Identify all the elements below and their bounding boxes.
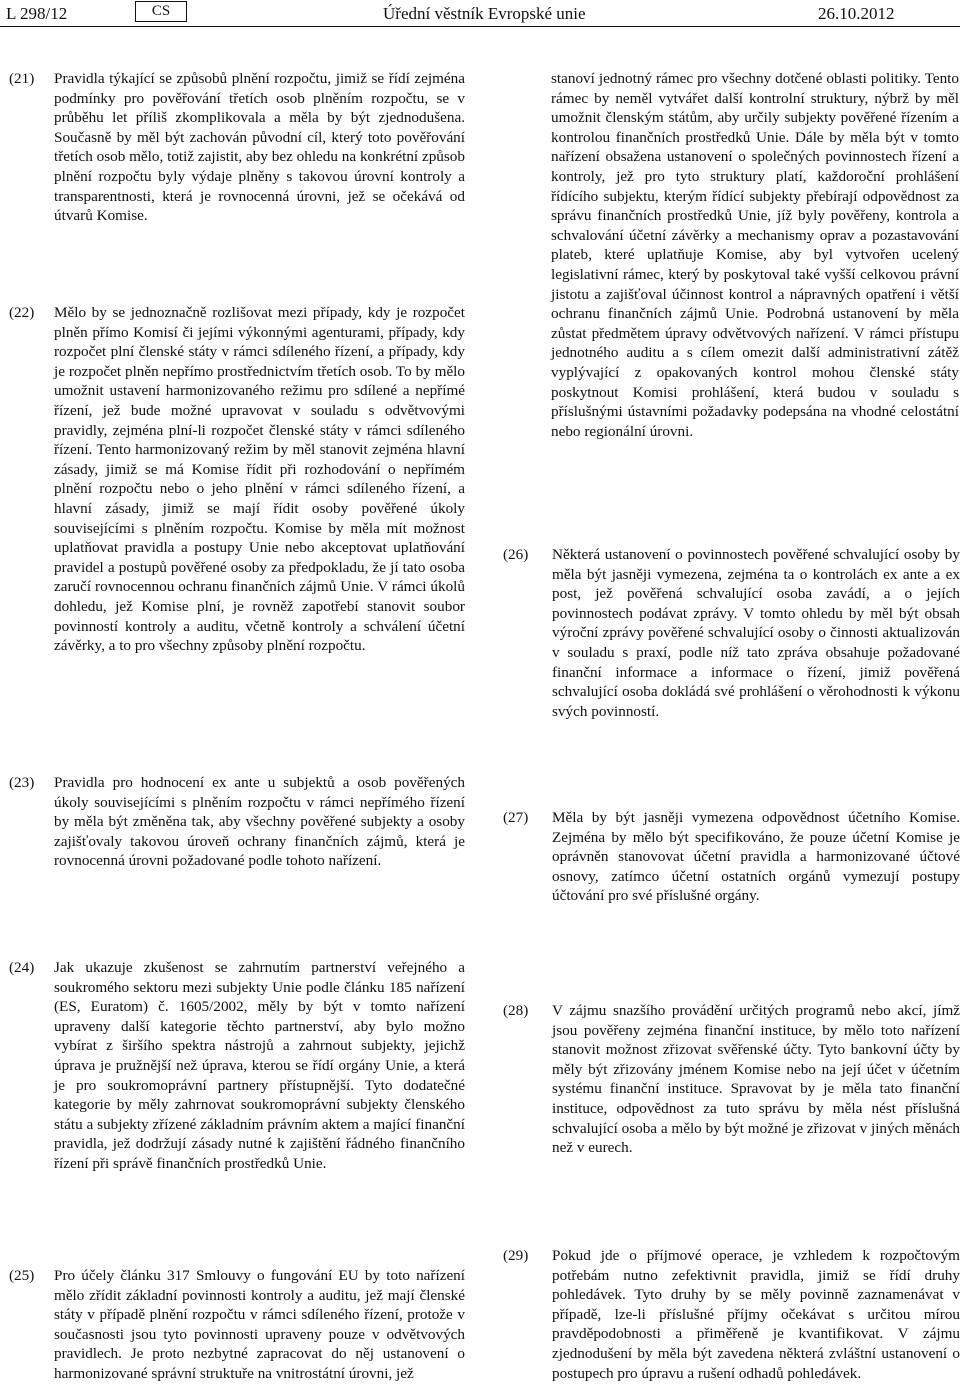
language-badge: CS — [135, 1, 187, 22]
recital-number: (29) — [503, 1247, 529, 1264]
recital-text: Jak ukazuje zkušenost se zahrnutím partnerství veřejného a soukromého sektoru mezi subjekty Unie podle článku 185 nařízení (ES, Euratom) č. 1605/2002, měly by být v tomto nařízení upraveny další kategorie těchto partnerství, aby bylo možno vybírat z širšího spektra nástrojů a zahrnout subjekty, jejichž úprava je pružnější než úprava, kterou se řídí orgány Unie, a která je pro soukromoprávní partnery přístupnější. Tyto dodatečné kategorie by měly zahrnovat soukromoprávní subjekty členského státu a subjekty zřízené základním právním aktem a mající finanční pravidla, jež dodržují zásady nutné k zajištění řádného finančního řízení při správě finančních prostředků Unie. — [54, 959, 465, 1172]
recital-number: (27) — [503, 809, 529, 826]
journal-title: Úřední věstník Evropské unie — [383, 4, 586, 23]
page-reference: L 298/12 — [6, 4, 68, 23]
publication-date: 26.10.2012 — [818, 4, 895, 23]
recital-text: Pro účely článku 317 Smlouvy o fungování EU by toto nařízení mělo zřídit základní povinnosti kontroly a auditu, jež mají členské státy v případě plnění rozpočtu v rámci sdíleného řízení, protože v současnosti jsou tyto povinnosti upraveny pouze v odvětvových pravidlech. Je proto nezbytné zapracovat do něj ustanovení o harmonizované správní struktuře na vnitrostátní úrovni, jež — [54, 1267, 465, 1382]
recital-text: Některá ustanovení o povinnostech pověřené schvalující osoby by měla být jasněji vymezena, zejména ta o kontrolách ex ante a ex post, jež pověřená schvalující osoba zavádí, a o jejích povinnostech podávat zprávy. V tomto ohledu by měl být obsah výroční zprávy pověřené schvalující osoby o činnosti aktualizován v souladu s praxí, podle níž tato zpráva obsahuje požadované finanční informace a informace o řízení, jimiž pověřená schvalující osoba dokládá své prohlášení o věrohodnosti k výkonu svých povinností. — [552, 546, 960, 720]
recital-number: (25) — [9, 1267, 35, 1284]
recital-text: Měla by být jasněji vymezena odpovědnost účetního Komise. Zejména by mělo být specifikováno, že pouze účetní Komise je oprávněn stanovovat účetní pravidla a harmonizované účtové osnovy, zatímco účetní ostatních orgánů vymezují postupy účtování pro své příslušné orgány. — [552, 809, 960, 905]
recital-number: (21) — [9, 70, 35, 87]
recital-text: Pravidla pro hodnocení ex ante u subjektů a osob pověřených úkoly souvisejícími s plněním rozpočtu v rámci nepřímého řízení by měla být změněna tak, aby všechny pověřené subjekty a osoby zajišťovaly takovou úroveň ochrany finančních zájmů, která je rovnocenná úrovni požadované podle tohoto nařízení. — [54, 774, 465, 870]
recital-text: Pravidla týkající se způsobů plnění rozpočtu, jimiž se řídí zejména podmínky pro pověřování třetích osob plněním rozpočtu, se v průběhu let příliš zkomplikovala a měla by být zjednodušena. Současně by měl být zachován původní cíl, který toto pověřování třetích osob mělo, totiž zajistit, aby bez ohledu na konkrétní způsob plnění rozpočtu byly výdaje plněny s takovou úrovní kontroly a transparentnosti, která je rovnocenná úrovni, jež se očekává od útvarů Komise. — [54, 70, 465, 225]
recital-number: (26) — [503, 546, 529, 563]
recital-text: stanoví jednotný rámec pro všechny dotčené oblasti politiky. Tento rámec by neměl vytvářet další kontrolní struktury, nýbrž by měl umožnit členským státům, aby určily subjekty pověřené řízením a kontrolou finančních prostředků Unie. Dále by měla být v tomto nařízení obsažena ustanovení o společných povinnostech řízení a kontroly, jež pro tyto struktury platí, každoroční prohlášení řídícího subjektu, kterým řídící subjekty přebírají odpovědnost za správu finančních prostředků Unie, jíž byly pověřeny, kontrola a schvalování účetní závěrky a mechanismy oprav a pozastavování plateb, které uplatňuje Komise, aby byl vytvořen ucelený legislativní rámec, který by poskytoval také vyšší celkovou právní jistotu a zajišťoval účinnost kontrol a nápravných opatření i větší ochranu finančních zájmů Unie. Podrobná ustanovení by měla zůstat předmětem úpravy odvětvových nařízení. V rámci přístupu jednotného auditu a s cílem omezit další administrativní zátěž vyplývající z opakovaných kontrol mohou členské státy poskytnout Komisi prohlášení, která budou v souladu s příslušnými ústavními požadavky podepsána na vhodné celostátní nebo regionální úrovni. — [551, 70, 959, 440]
recital-text: Pokud jde o příjmové operace, je vzhledem k rozpočtovým potřebám nutno zefektivnit pravidla, jimiž se řídí druhy pohledávek. Tyto druhy by se měly povinně zaznamenávat v případě, lze-li příslušné příjmy očekávat s určitou mírou pravděpodobnosti a přiměřeně je kvantifikovat. V zájmu zjednodušení by měla být zavedena některá zvláštní ustanovení o postupech pro úpravu a rušení odhadů pohledávek. — [552, 1247, 960, 1382]
recital-text: V zájmu snazšího provádění určitých programů nebo akcí, jímž jsou pověřeny zejména finanční instituce, by mělo toto nařízení stanovit možnost zřizovat svěřenské účty. Tyto bankovní účty by měly být zřizovány jménem Komise nebo na její účet v účetním systému finanční instituce. Spravovat by je měla tato finanční instituce, odpovědnost za tuto správu by měla nést příslušná schvalující osoba a mělo by být možné je zřizovat v jiných měnách než v eurech. — [552, 1002, 960, 1157]
header-rule — [0, 26, 960, 27]
recital-number: (28) — [503, 1002, 529, 1019]
recital-number: (23) — [9, 774, 35, 791]
page-header — [0, 0, 960, 30]
recital-text: Mělo by se jednoznačně rozlišovat mezi případy, kdy je rozpočet plněn přímo Komisí či jejími výkonnými agenturami, případy, kdy rozpočet plní členské státy v rámci sdíleného řízení, a případy, kdy je rozpočet plněn nepřímo prostřednictvím třetích osob. To by mělo umožnit ustavení harmonizovaného režimu pro sdílené a nepřímé řízení, jež bude možné upravovat v souladu s odvětvovými pravidly, zejména plní-li rozpočet členské státy v rámci sdíleného řízení. Tento harmonizovaný režim by měl stanovit zejména hlavní zásady, jimiž se má Komise řídit při rozhodování o nepřímém plnění rozpočtu nebo o jeho plnění v rámci sdíleného řízení, a hlavní zásady, jimiž se mají řídit osoby pověřené úkoly souvisejícími s plněním rozpočtu. Komise by měla mít možnost uplatňovat pravidla a postupy Unie nebo akceptovat uplatňování pravidel a postupů pověřené osoby za předpokladu, že jí tato osoba zaručí rovnocennou ochranu finančních zájmů Unie. V rámci úkolů dohledu, jež Komise plní, je rovněž zapotřebí stanovit soubor povinností kontroly a auditu, včetně kontroly a schválení účetní závěrky, a to pro všechny způsoby plnění rozpočtu. — [54, 304, 465, 655]
recital-number: (22) — [9, 304, 35, 321]
recital-number: (24) — [9, 959, 35, 976]
